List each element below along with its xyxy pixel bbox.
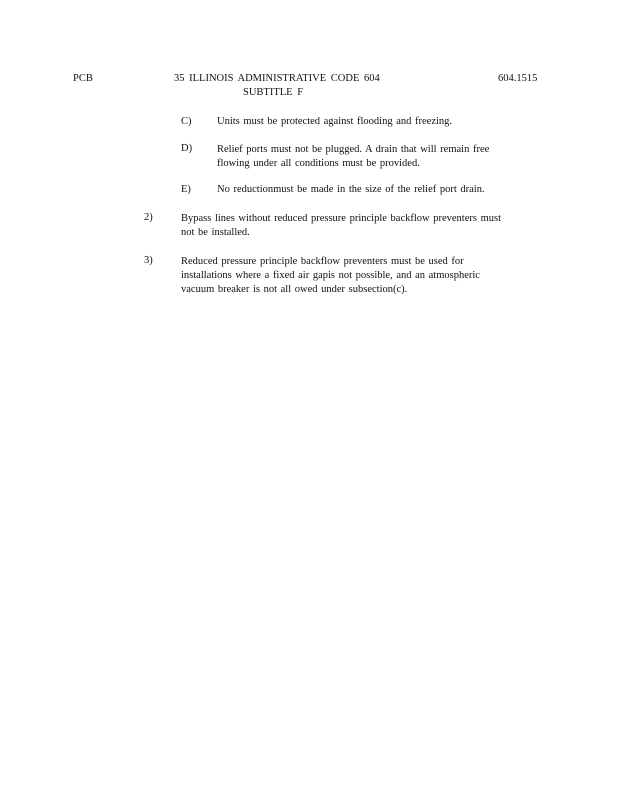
item-3-line-2: installations where a fixed air gapis not possible, and an atmospheric bbox=[181, 270, 480, 281]
item-2-marker: 2) bbox=[144, 212, 153, 223]
item-c-line-1: Units must be protected against flooding and freezing. bbox=[217, 116, 453, 127]
item-d-line-1: Relief ports must not be plugged. A drain that will remain free bbox=[217, 144, 490, 155]
item-3-line-3: vacuum breaker is not all owed under subsection(c). bbox=[181, 284, 408, 295]
item-2-line-2: not be installed. bbox=[181, 227, 250, 238]
header-section-number: 604.1515 bbox=[498, 73, 538, 84]
item-d-line-2: flowing under all conditions must be provided. bbox=[217, 158, 420, 169]
item-e-marker: E) bbox=[181, 184, 191, 195]
item-c-marker: C) bbox=[181, 116, 192, 127]
item-3-line-1: Reduced pressure principle backflow preventers must be used for bbox=[181, 256, 464, 267]
item-2-line-1: Bypass lines without reduced pressure principle backflow preventers must bbox=[181, 213, 502, 224]
item-d-text bbox=[217, 143, 489, 171]
item-d-marker: D) bbox=[181, 143, 193, 154]
item-3-text bbox=[181, 255, 480, 297]
header-center-line2: SUBTITLE F bbox=[243, 87, 304, 98]
item-2-text bbox=[181, 212, 501, 240]
item-c-text bbox=[217, 116, 452, 127]
header-center-line1: 35 ILLINOIS ADMINISTRATIVE CODE 604 bbox=[174, 73, 380, 84]
item-e-text bbox=[217, 184, 485, 195]
header-left-label: PCB bbox=[73, 73, 93, 84]
item-e-line-1: No reductionmust be made in the size of the relief port drain. bbox=[217, 184, 485, 195]
item-3-marker: 3) bbox=[144, 255, 153, 266]
